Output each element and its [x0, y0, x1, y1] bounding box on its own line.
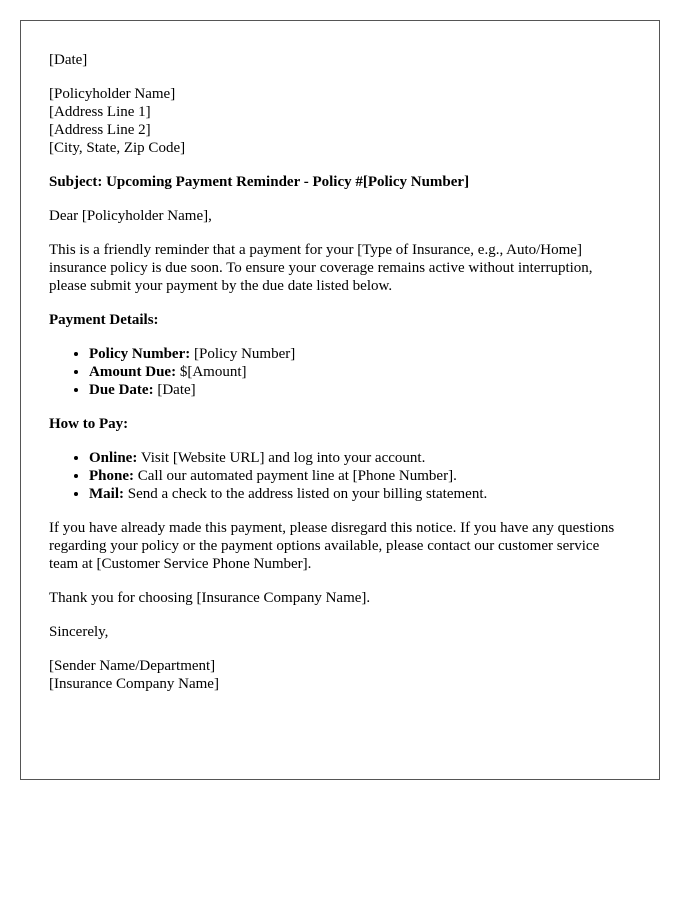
- item-value: Send a check to the address listed on your billing statement.: [124, 486, 488, 502]
- salutation-block: [49, 207, 631, 225]
- subject-block: [49, 173, 631, 191]
- item-label: Online:: [89, 450, 138, 466]
- salutation: Dear [Policyholder Name],: [49, 208, 212, 224]
- item-value: [Policy Number]: [190, 346, 296, 362]
- address-line-2: [Address Line 2]: [49, 122, 151, 138]
- list-item: [89, 363, 631, 381]
- signoff: Sincerely,: [49, 624, 109, 640]
- item-value: [Date]: [153, 382, 196, 398]
- item-label: Due Date:: [89, 382, 154, 398]
- closing-paragraph: If you have already made this payment, please disregard this notice. If you have any questions regarding your policy or the payment options available, please contact our customer service team at [Customer Service Phone Number].: [49, 520, 615, 572]
- item-label: Policy Number:: [89, 346, 191, 362]
- list-item: [89, 381, 631, 399]
- list-item: [89, 449, 631, 467]
- letter: [20, 20, 660, 780]
- item-value: Visit [Website URL] and log into your account.: [137, 450, 426, 466]
- list-item: [89, 345, 631, 363]
- signoff-block: [49, 623, 631, 641]
- payment-details-heading: Payment Details:: [49, 312, 159, 328]
- sender-company: [Insurance Company Name]: [49, 676, 219, 692]
- list-item: [89, 467, 631, 485]
- list-item: [89, 485, 631, 503]
- sender-name: [Sender Name/Department]: [49, 658, 216, 674]
- date-block: [49, 51, 631, 69]
- how-to-pay-list: [49, 449, 631, 503]
- letter-date: [Date]: [49, 52, 88, 68]
- thanks-line: Thank you for choosing [Insurance Company Name].: [49, 590, 371, 606]
- item-label: Mail:: [89, 486, 124, 502]
- item-label: Amount Due:: [89, 364, 177, 380]
- item-value: Call our automated payment line at [Phone Number].: [134, 468, 457, 484]
- intro-paragraph: This is a friendly reminder that a payment for your [Type of Insurance, e.g., Auto/Home] insurance policy is due soon. To ensure your coverage remains active without interruption, please submit your payment by the due date listed below.: [49, 242, 593, 294]
- recipient-address: [49, 85, 631, 157]
- sender-block: [49, 657, 631, 693]
- item-value: $[Amount]: [176, 364, 247, 380]
- closing-paragraph-block: [49, 519, 631, 573]
- payment-details-list: [49, 345, 631, 399]
- item-label: Phone:: [89, 468, 134, 484]
- how-to-pay-heading: How to Pay:: [49, 416, 129, 432]
- subject-line: Subject: Upcoming Payment Reminder - Policy #[Policy Number]: [49, 174, 470, 190]
- recipient-name: [Policyholder Name]: [49, 86, 176, 102]
- intro-block: [49, 241, 631, 295]
- address-line-1: [Address Line 1]: [49, 104, 151, 120]
- thanks-block: [49, 589, 631, 607]
- city-state-zip: [City, State, Zip Code]: [49, 140, 186, 156]
